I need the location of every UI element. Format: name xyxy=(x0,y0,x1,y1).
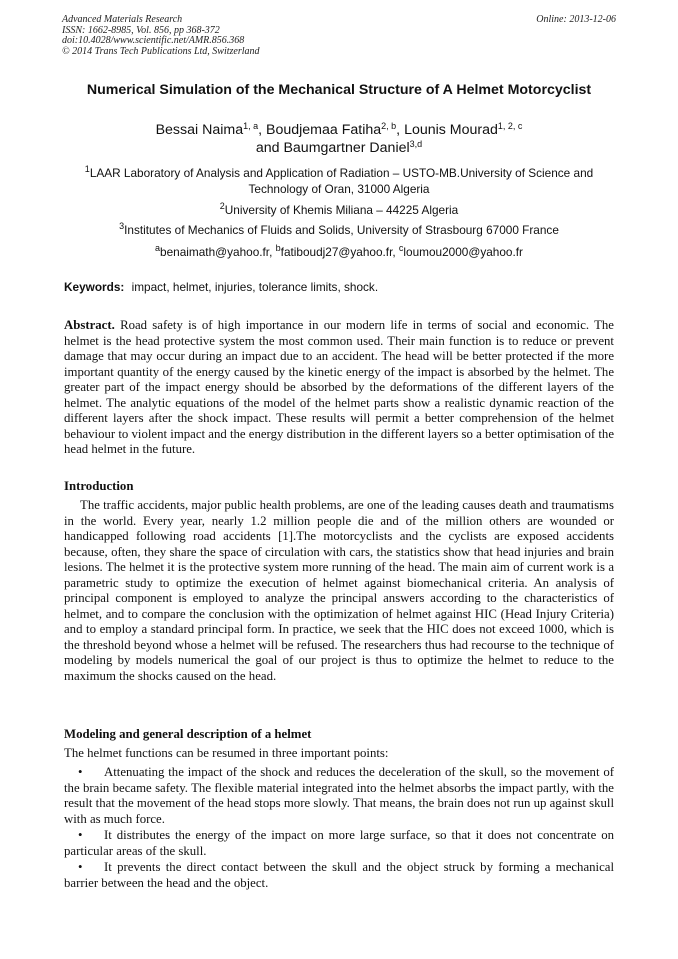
bullet-icon: • xyxy=(78,828,83,842)
keywords-text: impact, helmet, injuries, tolerance limits, shock. xyxy=(131,280,379,294)
list-item: • Attenuating the impact of the shock and reduces the deceleration of the skull, so the movement of the brain became safety. The flexible material integrated into the helmet absorbs the impact partly, with the result that the movement of the head stops more slowly. That means, the brain does not run up against skull with as much force. xyxy=(64,765,614,826)
author-list xyxy=(62,122,616,157)
author: Lounis Mourad$^{1, 2, c}$ xyxy=(404,121,523,138)
affiliation-2: $^2$University of Khemis Miliana – 44225 Algeria xyxy=(219,201,459,217)
journal-name: Advanced Materials Research xyxy=(62,14,183,25)
journal-header xyxy=(62,15,616,57)
email-link[interactable]: loumou2000@yahoo.fr xyxy=(403,245,523,259)
author: and Baumgartner Daniel$^{3,d}$ xyxy=(255,138,423,156)
introduction-paragraph: The traffic accidents, major public health problems, are one of the leading causes death and traumatisms in the world. Every year, nearly 1.2 million people die and of the million others are wounded or handicapped following road accidents [1].The motorcyclists and the cyclists are exposed accidents because, often, they share the space of circulation with cars, the statistics show that head injuries and brain lesions. The helmet it is the protective system more running of the head. The main aim of current work is a parametric study to optimize the execution of helmet against biomechanical criteria. An analysis of principal component is employed to analyze the principal answers according to the characteristics of helmet, and to compare the conclusion with the optimization of helmet against HIC (Head Injury Criteria) and to employ a standard principal form. In practice, we seek that the HIC does not exceed 1000, which is the threshold beyond whose a helmet will be refused. The researchers thus had recourse to the technique of modeling by models numerical the goal of our project is thus to optimize the helmet to reduce to the maximum the shocks caused on the head. xyxy=(64,498,614,683)
abstract-text: Road safety is of high importance in our modern life in terms of social and economic. The helmet is the head protective system the most common used. Their main function is to reduce or prevent damage that may occur during an impact due to an accident. The head will be better protected if the more important quantity of the energy caused by the kinetic energy of the impact is absorbed by the helmet. The greater part of the impact energy should be absorbed by the deformations of the different layers of the helmet. The analytic equations of the model of the helmet parts show a realistic dynamic reaction of the different layers after the shock impact. These results will permit a better comprehension of the helmet behaviour to violent impact and the energy distribution in the different layers so a better optimisation of the head helmet in the future. xyxy=(64,318,615,456)
section-heading-modeling: Modeling and general description of a helmet xyxy=(64,727,312,741)
doi-line: doi:10.4028/www.scientific.net/AMR.856.368 xyxy=(62,35,245,46)
affiliation-3: $^3$Institutes of Mechanics of Fluids and Solids, University of Strasbourg 67000 France xyxy=(119,221,559,237)
paper-title: Numerical Simulation of the Mechanical Structure of A Helmet Motorcyclist xyxy=(86,82,592,98)
email-list: $^a$benaimath@yahoo.fr, $^b$fatiboudj27@yahoo.fr, $^c$loumou2000@yahoo.fr xyxy=(155,243,523,259)
copyright-line: © 2014 Trans Tech Publications Ltd, Switzerland xyxy=(62,45,260,57)
author: Boudjemaa Fatiha$^{2, b}$, xyxy=(266,121,405,138)
list-item: • It distributes the energy of the impact on more large surface, so that it does not concentrate on particular areas of the skull. xyxy=(64,828,614,858)
online-date: Online: 2013-12-06 xyxy=(536,14,616,25)
section-heading-introduction: Introduction xyxy=(64,479,134,493)
affiliation-1: $^1$LAAR Laboratory of Analysis and Application of Radiation – USTO-MB.University of Science and Technology of Oran, 31000 Algeria xyxy=(84,164,594,196)
email-link[interactable]: fatiboudj27@yahoo.fr, xyxy=(280,245,399,259)
keywords xyxy=(64,280,616,295)
abstract-label: Abstract. xyxy=(64,318,115,332)
keywords-label: Keywords: xyxy=(64,280,125,294)
list-item: • It prevents the direct contact between the skull and the object struck by forming a mechanical barrier between the head and the object. xyxy=(64,860,614,890)
author: Bessai Naima$^{1, a}$, xyxy=(155,121,266,138)
issn-line: ISSN: 1662-8985, Vol. 856, pp 368-372 xyxy=(62,24,220,36)
abstract xyxy=(64,318,614,458)
modeling-intro: The helmet functions can be resumed in three important points: xyxy=(64,746,389,760)
bullet-icon: • xyxy=(78,860,83,874)
bullet-icon: • xyxy=(78,765,83,779)
email-link[interactable]: benaimath@yahoo.fr, xyxy=(160,245,276,259)
